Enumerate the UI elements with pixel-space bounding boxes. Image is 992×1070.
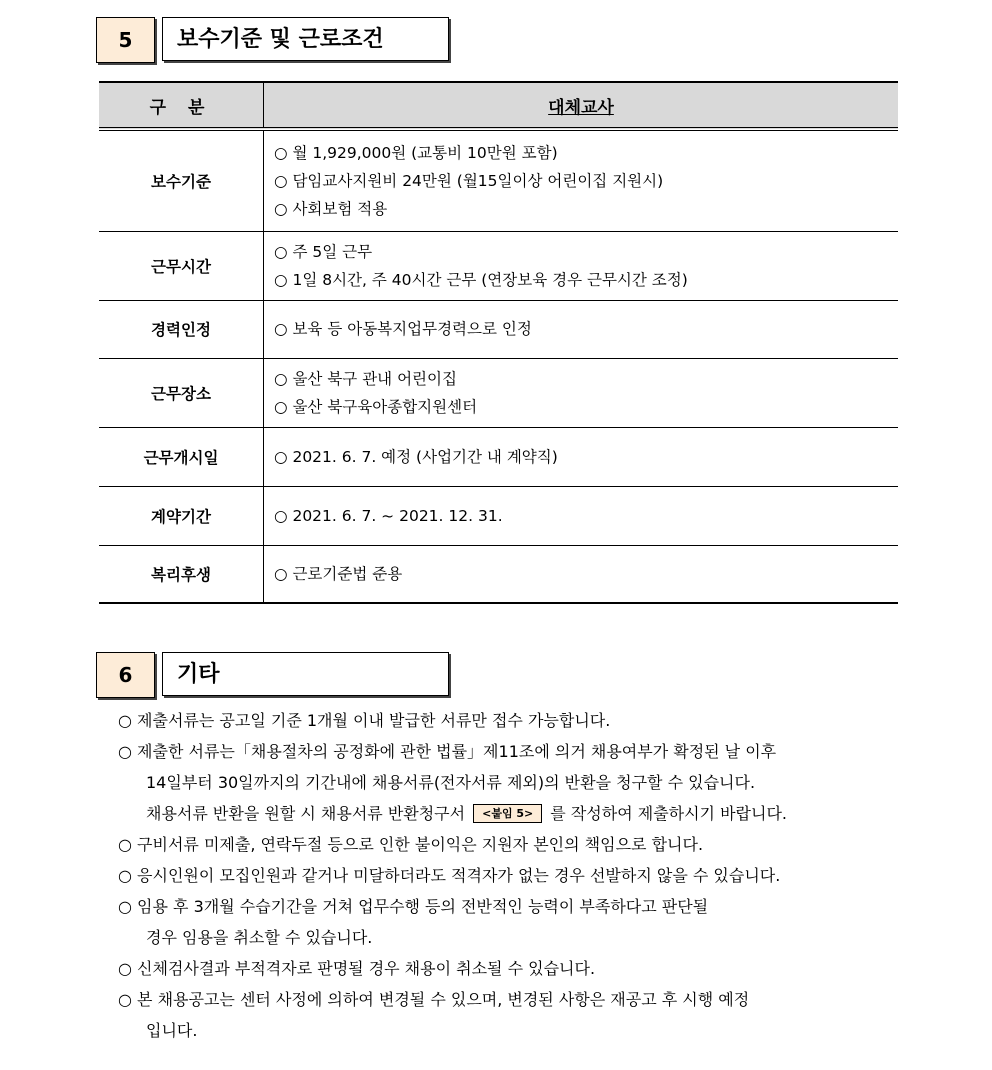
row-value	[264, 231, 899, 300]
note-item: ○ 제출서류는 공고일 기준 1개월 이내 발급한 서류만 접수 가능합니다.	[118, 711, 611, 730]
row-line: ○ 사회보험 적용	[274, 199, 388, 218]
row-value	[264, 129, 899, 231]
row-value	[264, 300, 899, 358]
header-category: 구 분	[99, 82, 264, 129]
header-value: 대체교사	[264, 82, 899, 129]
note-item: ○ 임용 후 3개월 수습기간을 거쳐 업무수행 등의 전반적인 능력이 부족하다고 판단될	[118, 897, 709, 916]
note-item: ○ 응시인원이 모집인원과 같거나 미달하더라도 적격자가 없는 경우 선발하지 않을 수 있습니다.	[118, 866, 781, 885]
table-row	[99, 545, 898, 603]
row-line: ○ 근로기준법 준용	[274, 564, 403, 583]
notes-list	[118, 705, 908, 1046]
row-label: 근무시간	[99, 231, 264, 300]
note-continuation	[118, 798, 908, 829]
work-conditions-table	[99, 81, 898, 604]
row-label: 보수기준	[99, 129, 264, 231]
section-number: 5	[96, 17, 155, 63]
row-line: ○ 담임교사지원비 24만원 (월15일이상 어린이집 지원시)	[274, 171, 664, 190]
note-continuation: 14일부터 30일까지의 기간내에 채용서류(전자서류 제외)의 반환을 청구할 수 있습니다.	[146, 773, 756, 792]
row-value	[264, 427, 899, 486]
row-line: ○ 2021. 6. 7. 예정 (사업기간 내 계약직)	[274, 447, 558, 466]
row-line: ○ 2021. 6. 7. ~ 2021. 12. 31.	[274, 506, 503, 525]
row-line: ○ 주 5일 근무	[274, 242, 373, 261]
row-label: 근무개시일	[99, 427, 264, 486]
row-line: ○ 울산 북구 관내 어린이집	[274, 369, 457, 388]
note-text: 를 작성하여 제출하시기 바랍니다.	[550, 804, 788, 823]
row-line: ○ 월 1,929,000원 (교통비 10만원 포함)	[274, 143, 558, 162]
row-line: ○ 보육 등 아동복지업무경력으로 인정	[274, 320, 532, 338]
table-header-row	[99, 82, 898, 129]
note-item: ○ 신체검사결과 부적격자로 판명될 경우 채용이 취소될 수 있습니다.	[118, 959, 596, 978]
table-row	[99, 300, 898, 358]
row-label: 복리후생	[99, 545, 264, 603]
attachment-badge: <붙임 5>	[473, 804, 542, 823]
section-title: 기타	[162, 652, 449, 696]
table-row	[99, 358, 898, 427]
row-value	[264, 486, 899, 545]
note-continuation: 입니다.	[146, 1021, 198, 1040]
row-line: ○ 울산 북구육아종합지원센터	[274, 397, 478, 416]
row-label: 근무장소	[99, 358, 264, 427]
row-label: 계약기간	[99, 486, 264, 545]
table-row	[99, 427, 898, 486]
note-text: 채용서류 반환을 원할 시 채용서류 반환청구서	[146, 804, 466, 823]
table-row	[99, 486, 898, 545]
row-line: ○ 1일 8시간, 주 40시간 근무 (연장보육 경우 근무시간 조정)	[274, 270, 688, 289]
note-item: ○ 본 채용공고는 센터 사정에 의하여 변경될 수 있으며, 변경된 사항은 재공고 후 시행 예정	[118, 990, 750, 1009]
section-title: 보수기준 및 근로조건	[162, 17, 449, 61]
section-number: 6	[96, 652, 155, 698]
note-item: ○ 구비서류 미제출, 연락두절 등으로 인한 불이익은 지원자 본인의 책임으로 합니다.	[118, 835, 704, 854]
note-item: ○ 제출한 서류는「채용절차의 공정화에 관한 법률」제11조에 의거 채용여부가 확정된 날 이후	[118, 742, 777, 761]
row-value	[264, 545, 899, 603]
row-value	[264, 358, 899, 427]
row-label: 경력인정	[99, 300, 264, 358]
note-continuation: 경우 임용을 취소할 수 있습니다.	[146, 928, 373, 947]
table-row	[99, 231, 898, 300]
table-row	[99, 129, 898, 231]
